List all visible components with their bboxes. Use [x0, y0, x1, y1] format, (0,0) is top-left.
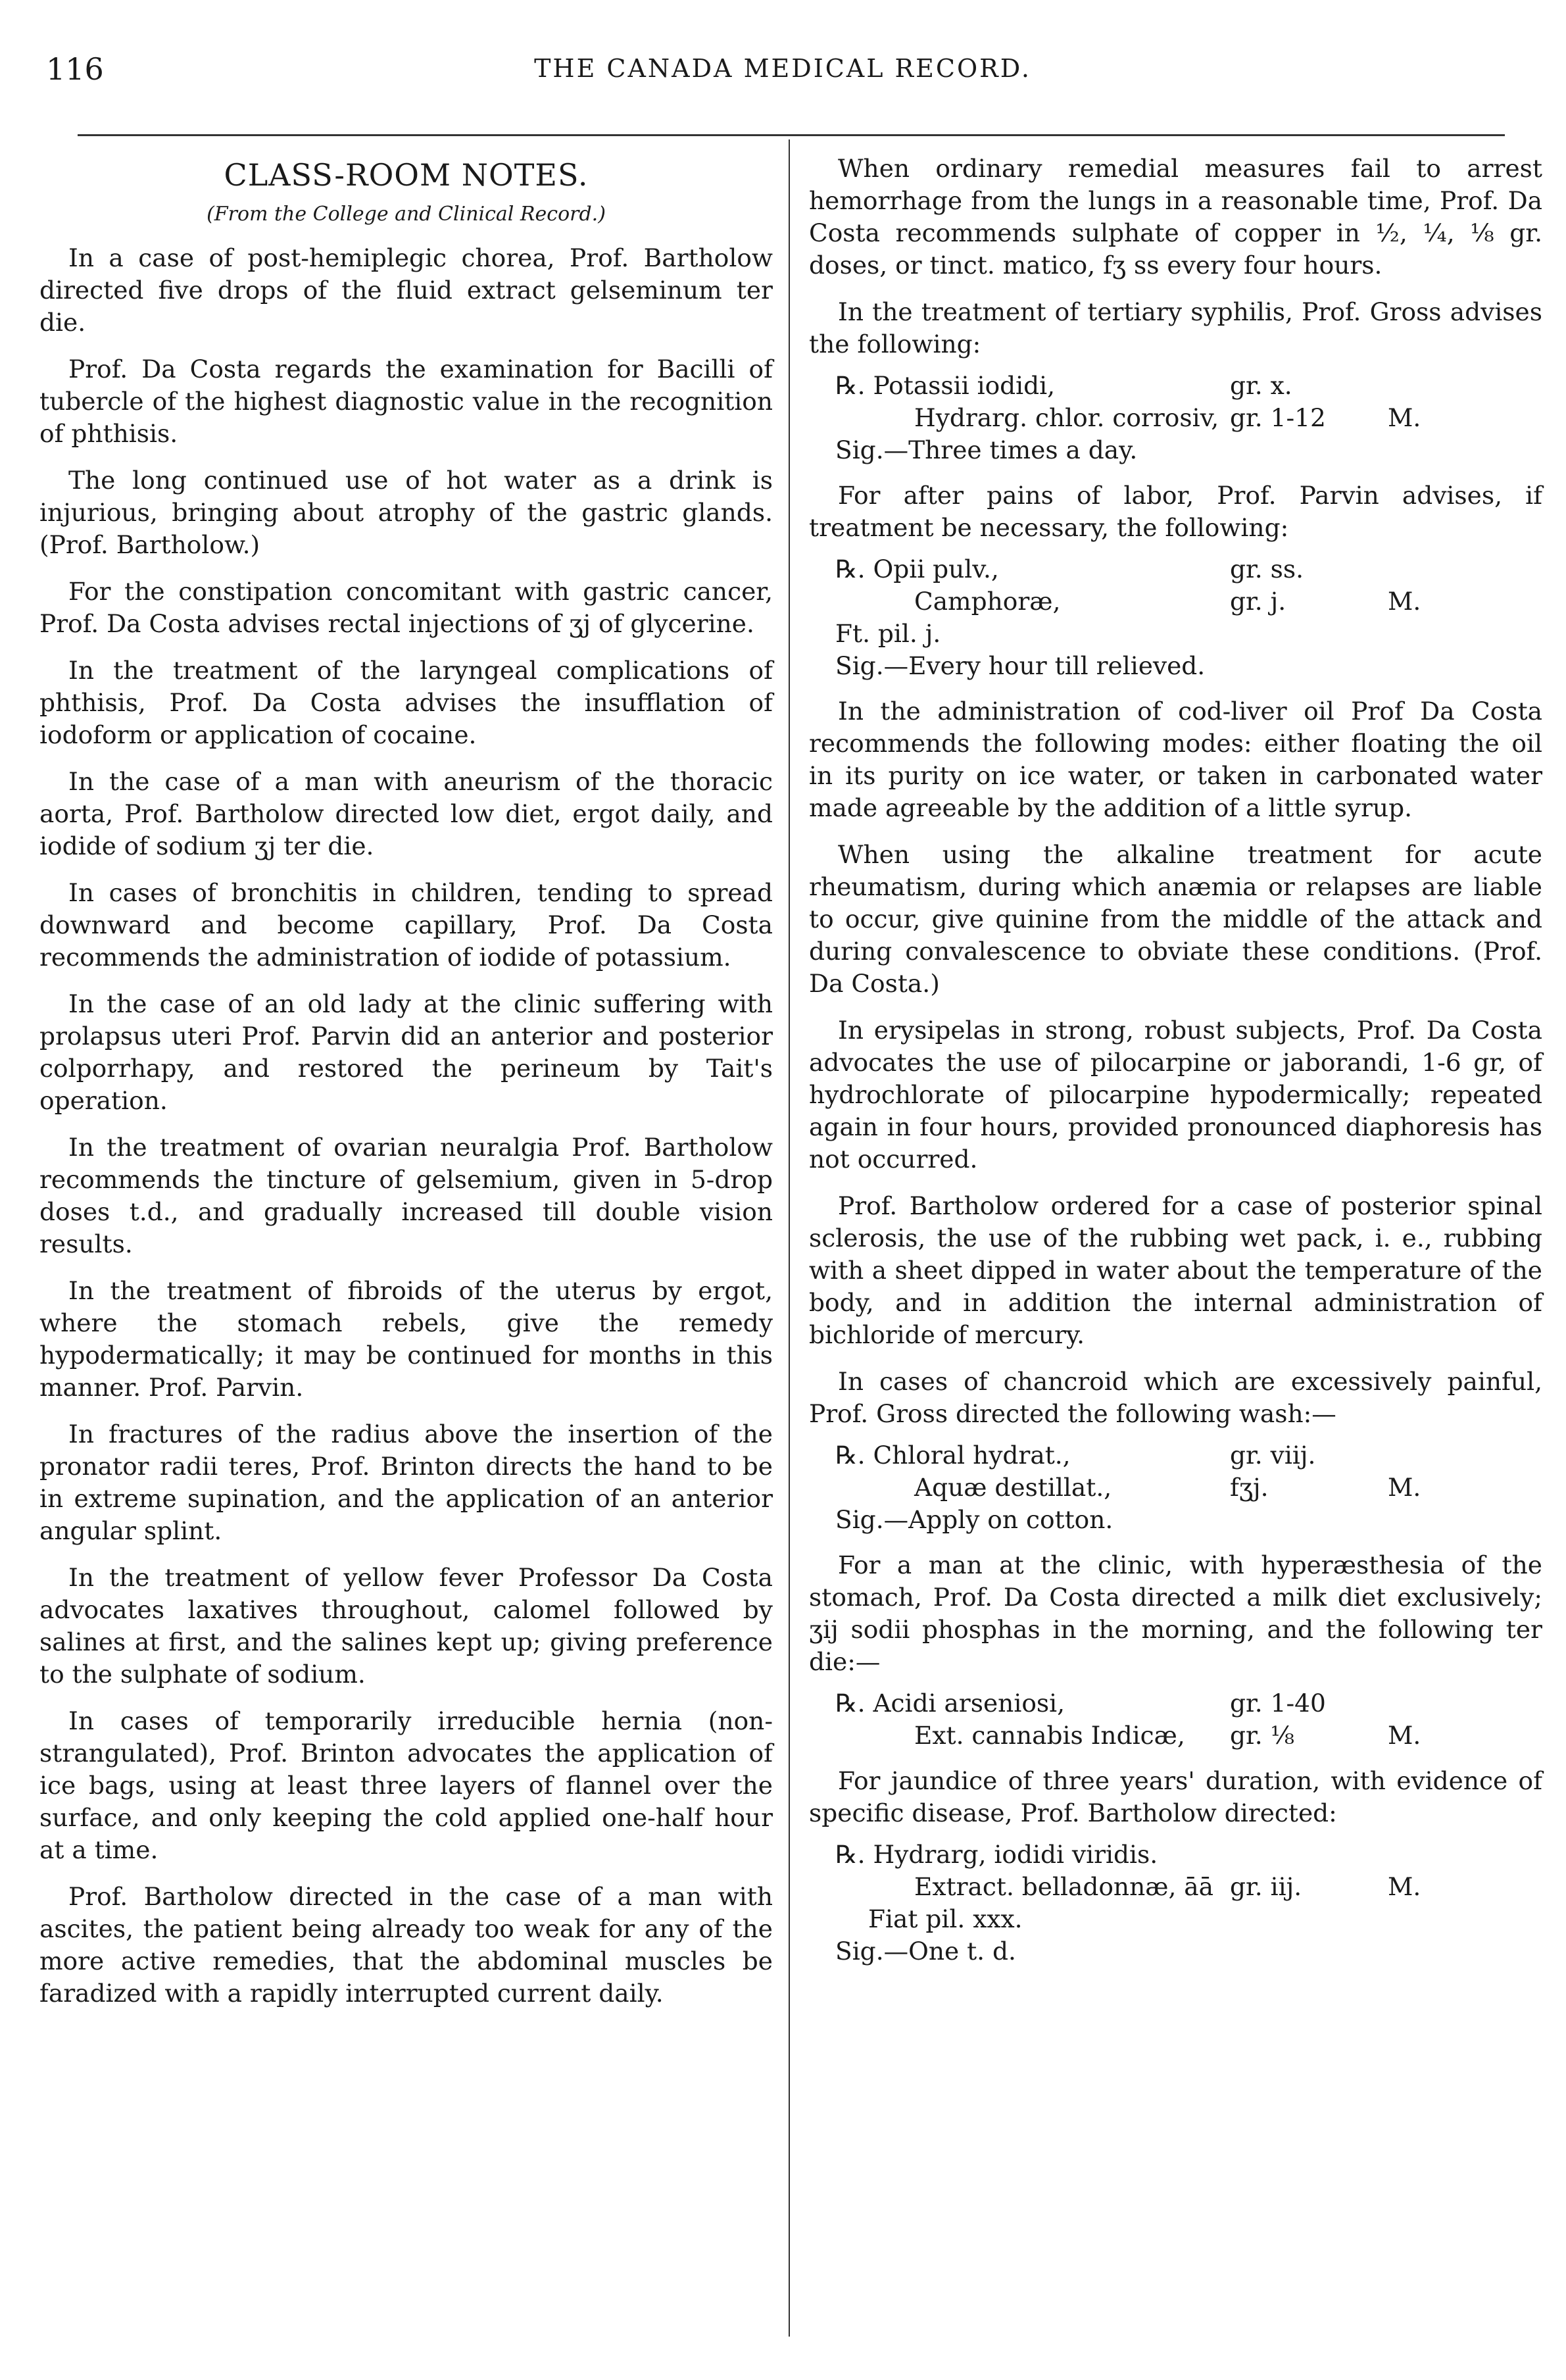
paragraph: For jaundice of three years' duration, with evidence of specific disease, Prof. Bartholow directed:	[809, 1766, 1542, 1827]
paragraph: Prof. Bartholow ordered for a case of posterior spinal sclerosis, the use of the rubbing wet pack, i. e., rubbing with a sheet dipped in water about the temperature of the body, and in addition the internal administration of bichloride of mercury.	[809, 1191, 1542, 1349]
prescription-line: ℞. Opii pulv., gr. ss.	[835, 555, 1304, 583]
prescription-line: Sig.—Three times a day.	[835, 435, 1138, 464]
section-title: CLASS-ROOM NOTES.	[224, 157, 589, 193]
prescription-line: ℞. Chloral hydrat., gr. viij.	[835, 1441, 1316, 1470]
header-rule	[78, 134, 1505, 136]
paragraph: In erysipelas in strong, robust subjects, Prof. Da Costa advocates the use of pilocarpine or jaborandi, 1-6 gr, of hydrochlorate of pilocarpine hypodermically; repeated again in four hours, provided pronounced diaphoresis has not occurred.	[809, 1016, 1542, 1174]
paragraph: In cases of chancroid which are excessively painful, Prof. Gross directed the following wash:—	[809, 1367, 1542, 1428]
prescription-line: ℞. Hydrarg, iodidi viridis.	[835, 1840, 1158, 1869]
paragraph: In the treatment of fibroids of the uterus by ergot, where the stomach rebels, give the remedy hypodermatically; it may be continued for months in this manner. Prof. Parvin.	[39, 1276, 773, 1402]
paragraph: In the treatment of ovarian neuralgia Prof. Bartholow recommends the tincture of gelsemium, given in 5-drop doses t.d., and gradually increased till double vision results.	[39, 1133, 773, 1258]
paragraph: In the treatment of yellow fever Professor Da Costa advocates laxatives throughout, calomel followed by salines at first, and the salines kept up; giving preference to the sulphate of sodium.	[39, 1563, 773, 1689]
paragraph: In a case of post-hemiplegic chorea, Prof. Bartholow directed five drops of the fluid extract gelseminum ter die.	[39, 243, 773, 337]
prescription-line: ℞. Acidi arseniosi, gr. 1-40	[835, 1689, 1326, 1718]
paragraph: In cases of temporarily irreducible hernia (non-strangulated), Prof. Brinton advocates the application of ice bags, using at least three layers of flannel over the surface, and only keeping the cold applied one-half hour at a time.	[39, 1706, 773, 1864]
prescription-line: Ft. pil. j.	[835, 619, 941, 648]
prescription-line: Aquæ destillat., fʒj. M.	[914, 1473, 1421, 1502]
paragraph: In the treatment of tertiary syphilis, Prof. Gross advises the following:	[809, 297, 1542, 359]
prescription	[809, 1687, 1542, 1752]
paragraph: For a man at the clinic, with hyperæsthesia of the stomach, Prof. Da Costa directed a milk diet exclusively; ʒij sodii phosphas in the morning, and the following ter die:—	[809, 1550, 1542, 1676]
paragraph: In the administration of cod-liver oil Prof Da Costa recommends the following modes: either floating the oil in its purity on ice water, or taken in carbonated water made agreeable by the addition of a little syrup.	[809, 697, 1542, 822]
paragraph: When using the alkaline treatment for acute rheumatism, during which anæmia or relapses are liable to occur, give quinine from the middle of the attack and during convalescence to obviate these conditions. (Prof. Da Costa.)	[809, 840, 1542, 998]
paragraph: In fractures of the radius above the insertion of the pronator radii teres, Prof. Brinton directs the hand to be in extreme supination, and the application of an anterior angular splint.	[39, 1420, 773, 1545]
paragraph: In the case of a man with aneurism of the thoracic aorta, Prof. Bartholow directed low diet, ergot daily, and iodide of sodium ʒj ter die.	[39, 767, 773, 860]
paragraph: In the treatment of the laryngeal complications of phthisis, Prof. Da Costa advises the insufflation of iodoform or application of cocaine.	[39, 656, 773, 749]
prescription-line: ℞. Potassii iodidi, gr. x.	[835, 371, 1292, 400]
paragraph: Prof. Da Costa regards the examination for Bacilli of tubercle of the highest diagnostic value in the recognition of phthisis.	[39, 355, 773, 448]
prescription-line: Extract. belladonnæ, āā gr. iij. M.	[914, 1872, 1421, 1901]
paragraph: For the constipation concomitant with gastric cancer, Prof. Da Costa advises rectal injections of ʒj of glycerine.	[39, 577, 773, 638]
journal-title: THE CANADA MEDICAL RECORD.	[534, 54, 1031, 83]
right-column	[809, 153, 1542, 1981]
prescription-line: Fiat pil. xxx.	[868, 1904, 1023, 1933]
prescription-line: Sig.—One t. d.	[835, 1937, 1016, 1966]
page-number: 116	[46, 51, 104, 87]
paragraph: When ordinary remedial measures fail to arrest hemorrhage from the lungs in a reasonable time, Prof. Da Costa recommends sulphate of copper in ½, ¼, ⅛ gr. doses, or tinct. matico, fʒ ss every four hours.	[809, 154, 1542, 280]
prescription	[809, 1439, 1542, 1536]
left-column	[39, 153, 773, 2024]
prescription-line: Sig.—Every hour till relieved.	[835, 651, 1206, 680]
prescription	[809, 553, 1542, 682]
prescription	[809, 370, 1542, 466]
paragraph: Prof. Bartholow directed in the case of a man with ascites, the patient being already too weak for any of the more active remedies, that the abdominal muscles be faradized with a rapidly interrupted current daily.	[39, 1882, 773, 2008]
prescription	[809, 1839, 1542, 1968]
paragraph: In cases of bronchitis in children, tending to spread downward and become capillary, Prof. Da Costa recommends the administration of iodide of potassium.	[39, 878, 773, 972]
paragraph: In the case of an old lady at the clinic suffering with prolapsus uteri Prof. Parvin did an anterior and posterior colporrhapy, and restored the perineum by Tait's operation.	[39, 989, 773, 1115]
paragraph: For after pains of labor, Prof. Parvin advises, if treatment be necessary, the following:	[809, 481, 1542, 542]
paragraph: The long continued use of hot water as a drink is injurious, bringing about atrophy of the gastric glands. (Prof. Bartholow.)	[39, 466, 773, 559]
prescription-line: Camphoræ, gr. j. M.	[914, 587, 1421, 616]
prescription-line: Sig.—Apply on cotton.	[835, 1505, 1113, 1534]
section-source: (From the College and Clinical Record.)	[207, 203, 606, 226]
running-header	[46, 51, 1519, 104]
prescription-line: Hydrarg. chlor. corrosiv, gr. 1-12 M.	[914, 403, 1421, 432]
column-divider	[789, 139, 790, 2337]
prescription-line: Ext. cannabis Indicæ, gr. ⅛ M.	[914, 1721, 1421, 1750]
